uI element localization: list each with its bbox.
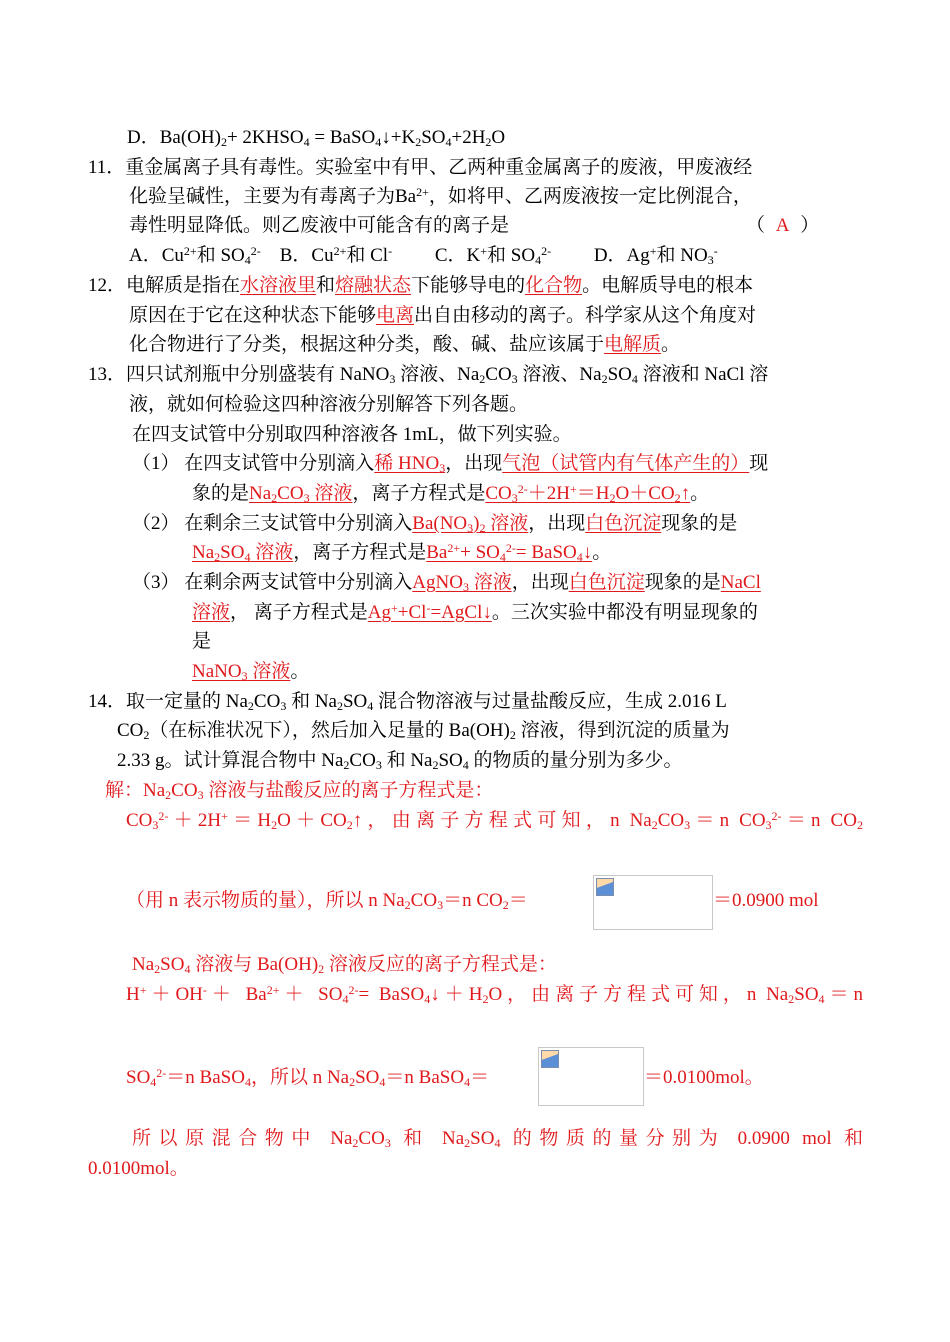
- q12-line1: 12．电解质是指在水溶液里和熔融状态下能够导电的化合物。电解质导电的根本: [88, 275, 754, 296]
- q13-part3-line4: NaNO$_3$ 溶液。: [192, 661, 310, 683]
- formula-image-placeholder: [538, 1047, 644, 1106]
- q13-part3-line2: 溶液， 离子方程式是Ag++Cl-=AgCl↓。三次实验中都没有明显现象的: [192, 601, 758, 623]
- q14-solution-step2-intro: $Na_2SO_4$ 溶液与 $Ba(OH)_2$ 溶液反应的离子方程式是：: [132, 954, 557, 976]
- formula-image-placeholder: [593, 875, 713, 930]
- q14-solution-step2: $SO_4^{2-}=n$ BaSO$_4$，所以 n $Na_2SO_4=n$ BaSO$_4$＝: [126, 1066, 490, 1089]
- q14-solution-intro: 解：$Na_2CO_3$ 溶液与盐酸反应的离子方程式是：: [105, 780, 494, 802]
- q14-solution-equation2: $H^++OH^-+ Ba^{2+}+ SO_4^{2-}=$ $BaSO_4↓+H_2O$，由离子方程式可知，n $Na_2SO_4=n$: [126, 983, 863, 1006]
- q13-part1-line1: （1） 在四支试管中分别滴入稀 $HNO_3$，出现气泡（试管内有气体产生的）现: [132, 453, 769, 475]
- broken-image-icon: [541, 1050, 559, 1068]
- broken-image-icon: [596, 878, 614, 896]
- q13-part3-line3: 是: [192, 631, 212, 652]
- q14-line2: $CO_2$（在标准状况下），然后加入足量的 $Ba(OH)_2$ 溶液，得到沉淀的质量为: [117, 720, 730, 742]
- q11-stem-line1: 11．重金属离子具有毒性。实验室中有甲、乙两种重金属离子的废液，甲废液经: [88, 157, 753, 178]
- q13-line1: 13．四只试剂瓶中分别盛装有 NaNO$_3$ 溶液、$Na_2CO_3$ 溶液、$Na_2SO_4$ 溶液和 NaCl 溶: [88, 364, 769, 386]
- q11-answer-letter: A: [775, 215, 790, 236]
- q13-part1-line2: 象的是$Na_2CO_3$ 溶液，离子方程式是$CO_3^{2-}+2H^+=H_2O+CO_2↑$。: [192, 482, 710, 505]
- q13-part2-line1: （2） 在剩余三支试管中分别滴入$Ba(NO_3)_2$ 溶液，出现白色沉淀现象的是: [132, 513, 738, 535]
- q14-solution-step1: （用 n 表示物质的量），所以 n $Na_2CO_3=n$ $CO_2=$: [126, 890, 528, 912]
- q13-part3-line1: （3） 在剩余两支试管中分别滴入AgNO$_3$ 溶液，出现白色沉淀现象的是NaCl: [132, 572, 761, 594]
- q14-line3: 2.33 g。试计算混合物中 $Na_2CO_3$ 和 $Na_2SO_4$ 的物质的量分别为多少。: [117, 750, 683, 772]
- q11-answer: [746, 214, 819, 238]
- q11-answer-open: （: [746, 215, 766, 236]
- q10-option-d: D．$Ba(OH)_2+$ $2KHSO_4$ = $BaSO_4↓+K_2SO_4+2H_2O$: [127, 127, 506, 149]
- q12-line3: 化合物进行了分类，根据这种分类，酸、碱、盐应该属于电解质。: [129, 334, 681, 355]
- q14-solution-result2: ＝0.0100mol。: [644, 1067, 764, 1088]
- q13-part2-line2: $Na_2SO_4$ 溶液，离子方程式是$Ba^{2+}+ SO_4^{2-}=$ BaSO$_4$↓。: [192, 541, 612, 564]
- q11-answer-close: ）: [800, 215, 820, 236]
- q11-stem-line3: 毒性明显降低。则乙废液中可能含有的离子是: [129, 215, 510, 236]
- q14-solution-equation1: $CO_3^{2-}+2H^+=H_2O+CO_2↑$，由离子方程式可知，n $Na_2CO_3=n$ $CO_3^{2-}=n$ $CO_2$: [126, 809, 863, 832]
- q14-solution-result1: ＝0.0900 mol: [713, 890, 819, 911]
- q13-line3: 在四支试管中分别取四种溶液各 1mL，做下列实验。: [132, 424, 572, 445]
- q14-solution-conclusion-line2: 0.0100mol。: [88, 1158, 189, 1179]
- q14-solution-conclusion-line1: 所以原混合物中 $Na_2CO_3$ 和 $Na_2SO_4$ 的物质的量分别为 0.0900 mol 和: [132, 1128, 864, 1150]
- q11-stem-line2: 化验呈碱性，主要为有毒离子为$Ba^{2+}$，如将甲、乙两废液按一定比例混合，: [129, 185, 752, 207]
- q12-line2: 原因在于它在这种状态下能够电离出自由移动的离子。科学家从这个角度对: [129, 305, 757, 326]
- q14-line1: 14．取一定量的 $Na_2CO_3$ 和 $Na_2SO_4$ 混合物溶液与过量盐酸反应，生成 2.016 L: [88, 691, 727, 713]
- q13-line2: 液，就如何检验这四种溶液分别解答下列各题。: [129, 394, 529, 415]
- q11-options: A．$Cu^{2+}$和 $SO_4^{2-}$ B．$Cu^{2+}$和 Cl- C．K+和 $SO_4^{2-}$ D．Ag+和 $NO_3^-$: [129, 244, 718, 267]
